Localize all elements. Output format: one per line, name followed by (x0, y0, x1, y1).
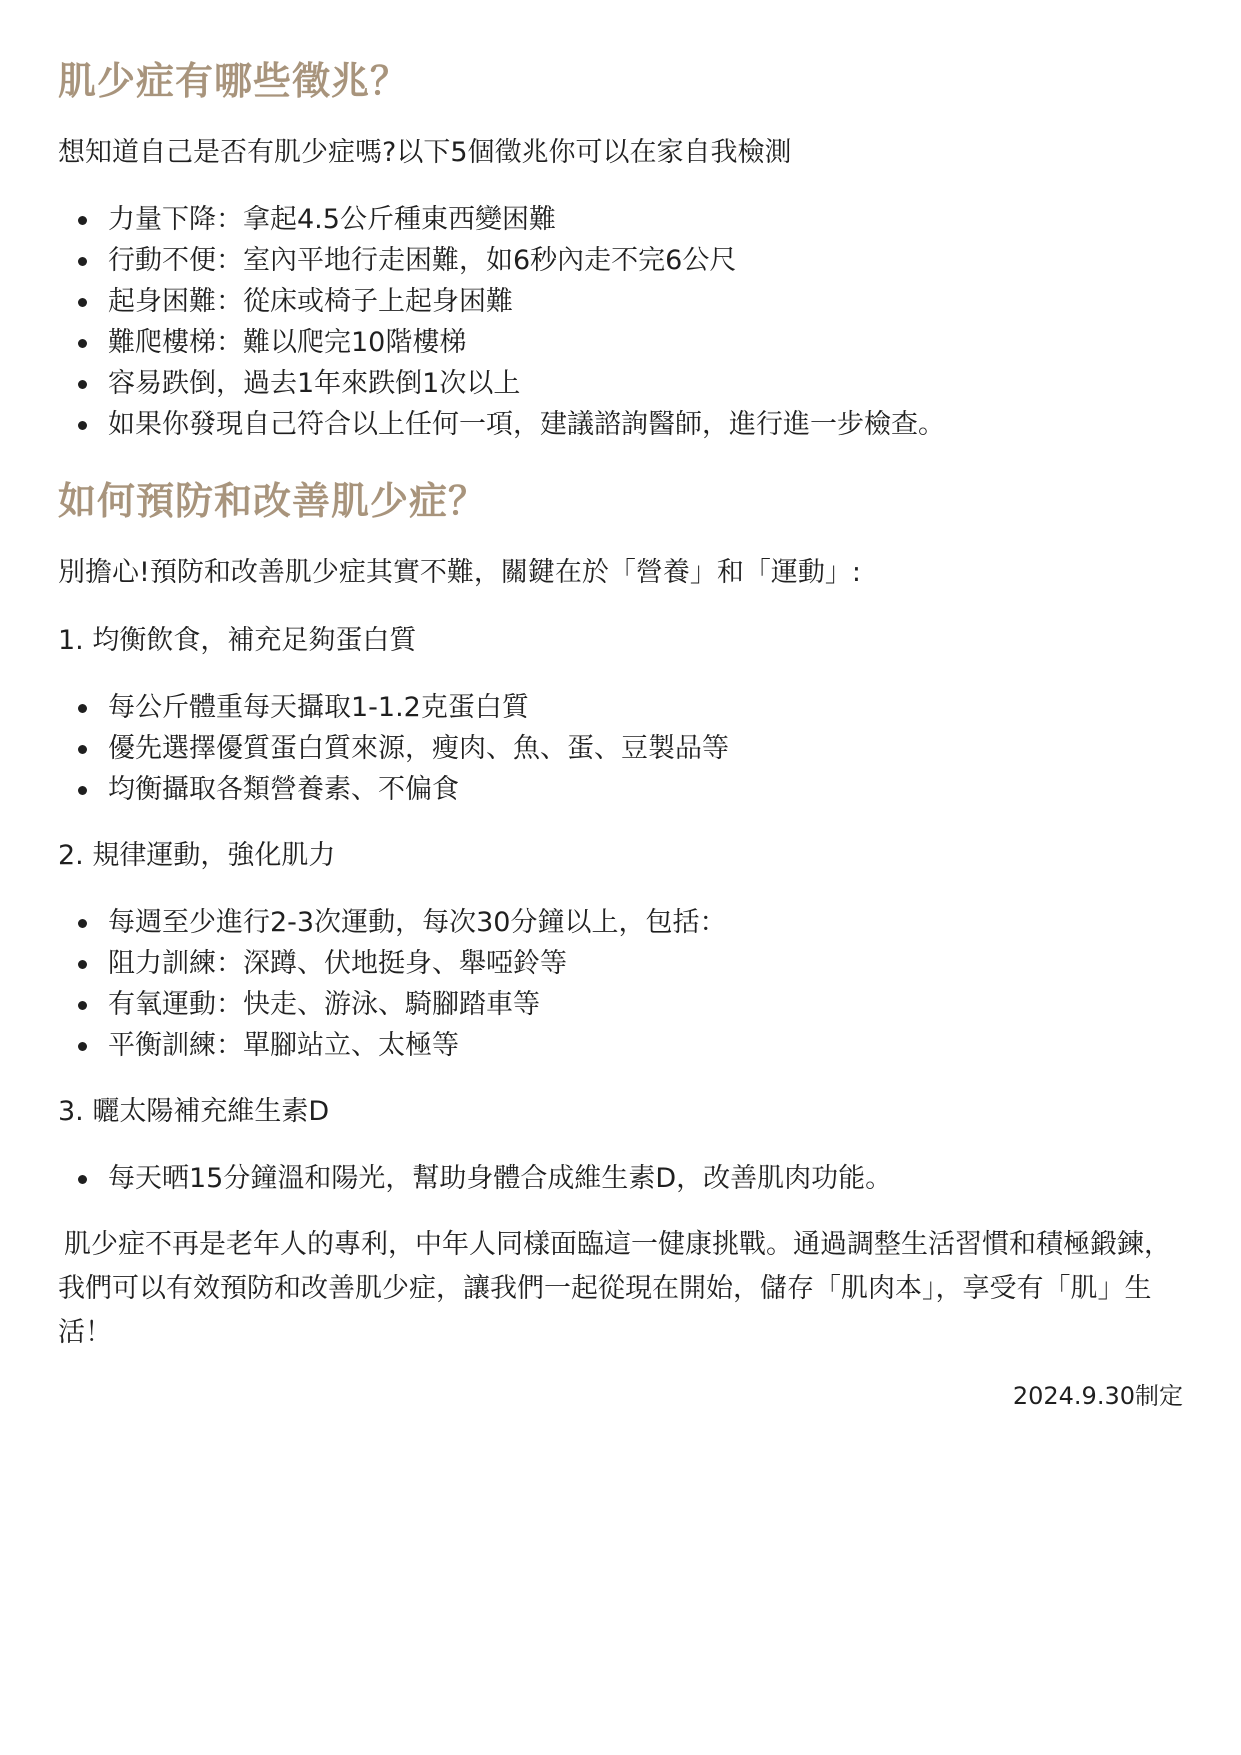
list-item (58, 984, 1183, 1025)
list-item (58, 281, 1183, 322)
nutrition-list (58, 687, 1183, 810)
exercise-list (58, 902, 1183, 1066)
list-item (58, 240, 1183, 281)
list-item (58, 404, 1183, 445)
bullet-icon (78, 704, 87, 713)
list-item-text: 優先選擇優質蛋白質來源，瘦肉、魚、蛋、豆製品等 (108, 733, 729, 764)
section-heading-symptoms: 肌少症有哪些徵兆？ (58, 59, 410, 103)
sunlight-list (58, 1158, 1183, 1199)
list-item-text: 容易跌倒，過去1年來跌倒1次以上 (108, 368, 521, 399)
list-item-text: 有氧運動：快走、游泳、騎腳踏車等 (108, 989, 540, 1020)
section-heading-prevention: 如何預防和改善肌少症？ (58, 479, 488, 523)
group-title-nutrition: 1. 均衡飲食，補充足夠蛋白質 (58, 625, 417, 656)
bullet-icon (78, 1042, 87, 1051)
list-item (58, 1025, 1183, 1066)
bullet-icon (78, 298, 87, 307)
bullet-icon (78, 257, 87, 266)
bullet-icon (78, 339, 87, 348)
document-date: 2024.9.30制定 (1012, 1382, 1183, 1410)
list-item-text: 行動不便：室內平地行走困難，如6秒內走不完6公尺 (108, 245, 737, 276)
list-item-text: 每公斤體重每天攝取1-1.2克蛋白質 (108, 692, 529, 723)
list-item (58, 769, 1183, 810)
group-title-sunlight: 3. 曬太陽補充維生素D (58, 1096, 330, 1127)
bullet-icon (78, 216, 87, 225)
prevention-intro: 別擔心!預防和改善肌少症其實不難，關鍵在於「營養」和「運動」: (58, 557, 861, 588)
group-title-exercise: 2. 規律運動，強化肌力 (58, 840, 336, 871)
bullet-icon (78, 786, 87, 795)
list-item-text: 每天晒15分鐘溫和陽光，幫助身體合成維生素D，改善肌肉功能。 (108, 1163, 893, 1194)
symptoms-list (58, 199, 1183, 445)
list-item-text: 力量下降：拿起4.5公斤種東西變困難 (108, 204, 556, 235)
list-item (58, 1158, 1183, 1199)
bullet-icon (78, 380, 87, 389)
list-item (58, 943, 1183, 984)
bullet-icon (78, 1001, 87, 1010)
bullet-icon (78, 745, 87, 754)
list-item (58, 322, 1183, 363)
list-item-text: 如果你發現自己符合以上任何一項，建議諮詢醫師，進行進一步檢查。 (108, 409, 945, 440)
bullet-icon (78, 421, 87, 430)
list-item-text: 起身困難：從床或椅子上起身困難 (108, 286, 513, 317)
list-item (58, 199, 1183, 240)
bullet-icon (78, 960, 87, 969)
list-item-text: 阻力訓練：深蹲、伏地挺身、舉啞鈴等 (108, 948, 567, 979)
list-item-text: 難爬樓梯：難以爬完10階樓梯 (108, 327, 467, 358)
list-item (58, 687, 1183, 728)
list-item (58, 902, 1183, 943)
symptoms-intro: 想知道自己是否有肌少症嗎?以下5個徵兆你可以在家自我檢測 (58, 137, 792, 168)
bullet-icon (78, 919, 87, 928)
list-item-text: 平衡訓練：單腳站立、太極等 (108, 1030, 459, 1061)
list-item-text: 均衡攝取各類營養素、不偏食 (108, 774, 459, 805)
list-item (58, 728, 1183, 769)
bullet-icon (78, 1175, 87, 1184)
closing-paragraph: 肌少症不再是老年人的專利，中年人同樣面臨這一健康挑戰。通過調整生活習慣和積極鍛鍊，我們可以有效預防和改善肌少症，讓我們一起從現在開始，儲存「肌肉本」，享受有「肌」生活！ (58, 1229, 1171, 1348)
list-item (58, 363, 1183, 404)
list-item-text: 每週至少進行2-3次運動，每次30分鐘以上，包括： (108, 907, 727, 938)
